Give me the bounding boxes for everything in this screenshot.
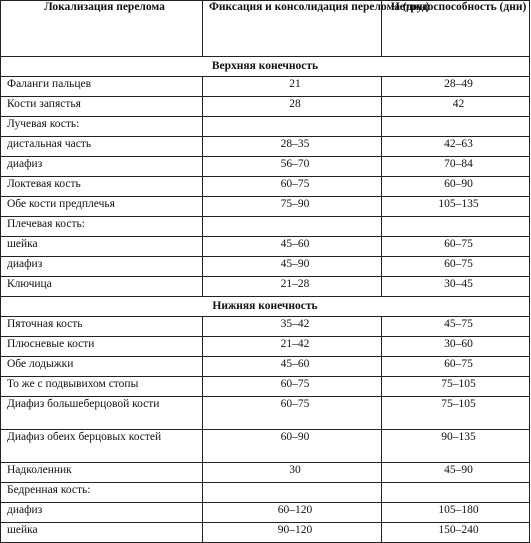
row-location: Ключица <box>1 277 203 297</box>
table-row <box>1 377 530 397</box>
row-location: Лучевая кость: <box>1 117 203 137</box>
row-location: Локтевая кость <box>1 177 203 197</box>
row-fixation <box>203 217 382 237</box>
header-location: Локализация перелома <box>1 1 203 57</box>
row-disability: 70–84 <box>382 157 530 177</box>
row-disability: 60–75 <box>382 357 530 377</box>
table-row <box>1 237 530 257</box>
row-location: Фаланги пальцев <box>1 77 203 97</box>
row-disability: 28–49 <box>382 77 530 97</box>
row-disability: 75–105 <box>382 397 530 430</box>
table-row <box>1 137 530 157</box>
row-fixation: 60–75 <box>203 177 382 197</box>
row-fixation: 90–120 <box>203 523 382 543</box>
row-fixation: 35–42 <box>203 317 382 337</box>
row-fixation: 60–75 <box>203 397 382 430</box>
header-row <box>1 1 530 57</box>
table-row <box>1 117 530 137</box>
row-fixation: 30 <box>203 463 382 483</box>
table-row <box>1 503 530 523</box>
table-row <box>1 277 530 297</box>
row-fixation: 45–60 <box>203 357 382 377</box>
table-row <box>1 357 530 377</box>
row-location: Обе кости предплечья <box>1 197 203 217</box>
table-row <box>1 483 530 503</box>
row-location: диафиз <box>1 503 203 523</box>
row-disability <box>382 217 530 237</box>
row-disability: 45–90 <box>382 463 530 483</box>
row-disability: 42–63 <box>382 137 530 157</box>
row-location: шейка <box>1 523 203 543</box>
row-location: Бедренная кость: <box>1 483 203 503</box>
row-disability: 42 <box>382 97 530 117</box>
row-fixation <box>203 483 382 503</box>
table-row <box>1 157 530 177</box>
row-location: Пяточная кость <box>1 317 203 337</box>
table-row <box>1 177 530 197</box>
table-row <box>1 197 530 217</box>
row-location: диафиз <box>1 157 203 177</box>
row-disability: 105–180 <box>382 503 530 523</box>
row-fixation: 75–90 <box>203 197 382 217</box>
row-fixation: 21–28 <box>203 277 382 297</box>
section-lower <box>1 297 530 317</box>
row-location: Плечевая кость: <box>1 217 203 237</box>
row-location: Надколенник <box>1 463 203 483</box>
row-location: Плюсневые кости <box>1 337 203 357</box>
row-disability: 30–60 <box>382 337 530 357</box>
row-disability: 60–90 <box>382 177 530 197</box>
row-fixation: 45–90 <box>203 257 382 277</box>
row-disability <box>382 483 530 503</box>
row-fixation: 60–75 <box>203 377 382 397</box>
row-disability: 45–75 <box>382 317 530 337</box>
table-row <box>1 523 530 543</box>
row-location: То же с подвывихом стопы <box>1 377 203 397</box>
row-location: Диафиз обеих берцовых костей <box>1 430 203 463</box>
table-row <box>1 217 530 237</box>
row-fixation: 28–35 <box>203 137 382 157</box>
section-upper <box>1 57 530 77</box>
row-fixation: 28 <box>203 97 382 117</box>
table-row <box>1 430 530 463</box>
row-fixation: 21–42 <box>203 337 382 357</box>
row-location: Обе лодыжки <box>1 357 203 377</box>
table-row <box>1 257 530 277</box>
table-row <box>1 463 530 483</box>
row-disability: 75–105 <box>382 377 530 397</box>
row-location: диафиз <box>1 257 203 277</box>
section-upper-label: Верхняя конечность <box>1 57 530 77</box>
row-location: дистальная часть <box>1 137 203 157</box>
header-fixation: Фиксация и консолидация перелома (дни) <box>203 1 382 57</box>
row-disability: 60–75 <box>382 237 530 257</box>
row-fixation: 56–70 <box>203 157 382 177</box>
row-disability <box>382 117 530 137</box>
row-fixation: 60–120 <box>203 503 382 523</box>
row-fixation: 45–60 <box>203 237 382 257</box>
row-location: шейка <box>1 237 203 257</box>
row-fixation: 60–90 <box>203 430 382 463</box>
row-disability: 150–240 <box>382 523 530 543</box>
table-row <box>1 397 530 430</box>
row-disability: 30–45 <box>382 277 530 297</box>
section-lower-label: Нижняя конечность <box>1 297 530 317</box>
row-fixation: 21 <box>203 77 382 97</box>
row-disability: 60–75 <box>382 257 530 277</box>
row-disability: 105–135 <box>382 197 530 217</box>
header-disability: Нетрудоспособность (дни) <box>382 1 530 57</box>
table-row <box>1 77 530 97</box>
row-location: Диафиз большеберцовой кости <box>1 397 203 430</box>
table-row <box>1 317 530 337</box>
table-row <box>1 97 530 117</box>
row-fixation <box>203 117 382 137</box>
row-disability: 90–135 <box>382 430 530 463</box>
row-location: Кости запястья <box>1 97 203 117</box>
table-row <box>1 337 530 357</box>
